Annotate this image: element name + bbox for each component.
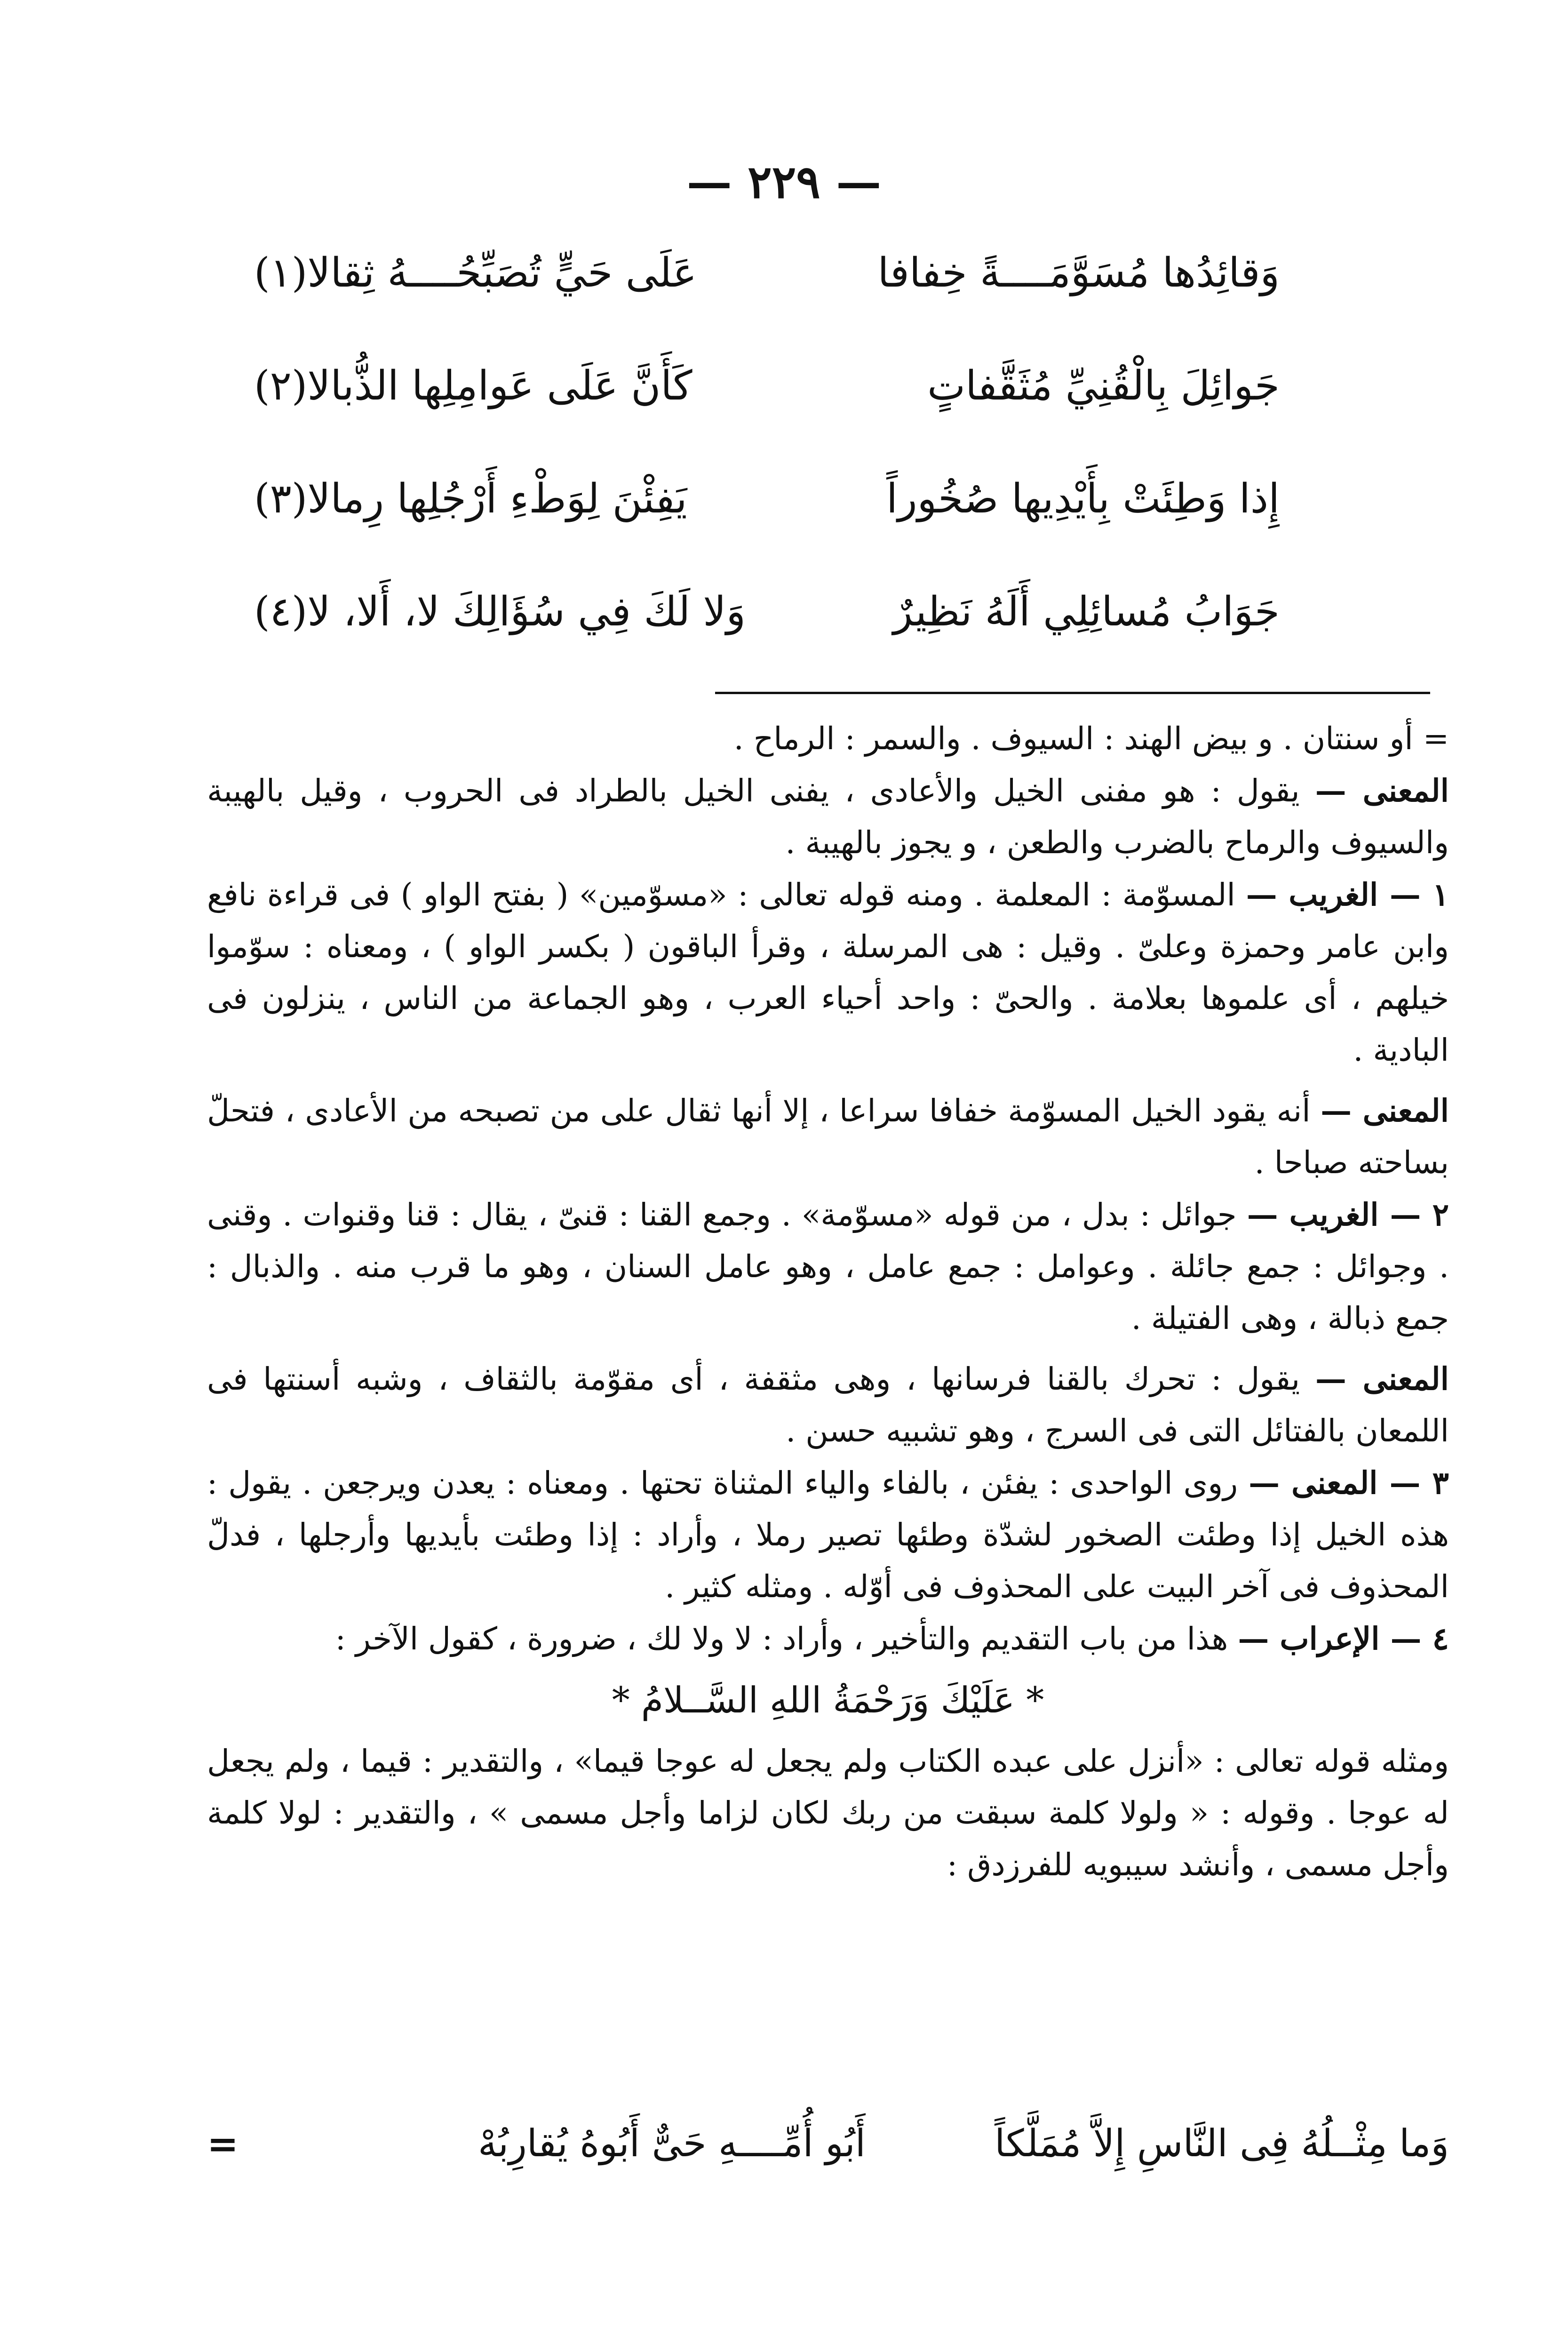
note-1-gharib bbox=[207, 869, 1449, 1076]
verse-2-second-text: كَأَنَّ عَلَى عَوامِلِها الذُّبالا(٢) bbox=[254, 362, 692, 409]
verse-1-first-hemistich: وَقائِدُها مُسَوَّمَــــةً خِفافا bbox=[877, 249, 1280, 296]
closing-verse-second-hemistich: أَبُو أُمِّــــهِ حَىٌّ أَبُوهُ يُقارِبُهْ bbox=[478, 2121, 866, 2165]
continuation-mark: = bbox=[207, 2121, 239, 2166]
footnote-divider bbox=[715, 692, 1430, 694]
verse-line-2 bbox=[254, 339, 1280, 433]
note-text: جوائل : بدل ، من قوله «مسوّمة» . وجمع القنا : قنىّ ، يقال : قنا وقنوات . وقنى . وجوائل : جمع جائلة . وعوامل : جمع عامل ، وهو عامل السنان ، وهو ما قرب منه . والذبال : جمع ذبالة ، وهى الفتيلة . bbox=[207, 1197, 1449, 1336]
note-final: ومثله قوله تعالى : «أنزل على عبده الكتاب ولم يجعل له عوجا قيما» ، والتقدير : قيما ، ولم يجعل له عوجا . وقوله : « ولولا كلمة سبقت من ربك لكان لزاما وأجل مسمى » ، والتقدير : لولا كلمة وأجل مسمى ، وأنشد سيبويه للفرزدق : bbox=[207, 1743, 1449, 1883]
note-label: المعنى — bbox=[1315, 1360, 1449, 1397]
note-2-gharib bbox=[207, 1189, 1449, 1344]
verse-line-4 bbox=[254, 565, 1280, 659]
page-number: — ٢٢٩ — bbox=[686, 155, 882, 208]
note-meaning-general bbox=[207, 765, 1449, 869]
verse-4-second-text: وَلا لَكَ فِي سُؤَالِكَ لا، أَلا، لا(٤) bbox=[254, 588, 746, 635]
note-label: المعنى — bbox=[1321, 1092, 1449, 1129]
verse-3-first-hemistich: إِذا وَطِئَتْ بِأَيْدِيها صُخُوراً bbox=[886, 475, 1280, 522]
verse-1-second-text: عَلَى حَيٍّ تُصَبِّحُــــهُ ثِقالا(١) bbox=[254, 249, 697, 296]
verse-1-second-hemistich bbox=[254, 226, 772, 320]
verse-line-1 bbox=[254, 226, 1280, 320]
verse-2-second-hemistich bbox=[254, 339, 772, 433]
note-text: المسوّمة : المعلمة . ومنه قوله تعالى : «مسوّمين» ( بفتح الواو ) فى قراءة نافع وابن عامر وحمزة وعلىّ . وقيل : هى المرسلة ، وقرأ الباقون ( بكسر الواو ) ، ومعناه : سوّموا خيلهم ، أى علموها بعلامة . والحىّ : واحد أحياء العرب ، وهو الجماعة من الناس ، ينزلون فى البادية . bbox=[207, 877, 1449, 1068]
note-label: ٢ — الغريب — bbox=[1247, 1196, 1449, 1233]
note-label: المعنى — bbox=[1315, 772, 1449, 809]
note-label: ٣ — المعنى — bbox=[1249, 1464, 1449, 1501]
note-label: ٤ — الإعراب — bbox=[1238, 1620, 1449, 1657]
closing-verse bbox=[207, 2104, 1449, 2184]
note-3-meaning bbox=[207, 1457, 1449, 1613]
note-2-meaning bbox=[207, 1353, 1449, 1457]
closing-verse-first-hemistich: وَما مِثْــلُهُ فِى النَّاسِ إِلاَّ مُمَلَّكاً bbox=[995, 2121, 1449, 2165]
commentary bbox=[207, 713, 1449, 1891]
note-continuation: = أو سنتان . و بيض الهند : السيوف . والسمر : الرماح . bbox=[733, 720, 1449, 757]
note-text: روى الواحدى : يفئن ، بالفاء والياء المثناة تحتها . ومعناه : يعدن ويرجعن . يقول : هذه الخيل إذا وطئت الصخور لشدّة وطئها تصير رملا ، وأراد : إذا وطئت بأيديها وأرجلها ، فدلّ المحذوف فى آخر البيت على المحذوف فى أوّله . ومثله كثير . bbox=[207, 1465, 1449, 1605]
verse-3-second-text: يَفِئْنَ لِوَطْءِ أَرْجُلِها رِمالا(٣) bbox=[254, 475, 687, 522]
note-text: أنه يقود الخيل المسوّمة خفافا سراعا ، إلا أنها ثقال على من تصبحه من الأعادى ، فتحلّ بساحته صباحا . bbox=[207, 1093, 1449, 1181]
note-text: يقول : تحرك بالقنا فرسانها ، وهى مثقفة ، أى مقوّمة بالثقاف ، وشبه أسنتها فى اللمعان بالفتائل التى فى السرج ، وهو تشبيه حسن . bbox=[207, 1361, 1449, 1449]
note-4-irab bbox=[207, 1613, 1449, 1665]
note-text: يقول : هو مفنى الخيل والأعادى ، يفنى الخيل بالطراد فى الحروب ، وقيل بالهيبة والسيوف والرماح بالضرب والطعن ، و يجوز بالهيبة . bbox=[207, 773, 1449, 861]
note-text: هذا من باب التقديم والتأخير ، وأراد : لا ولا لك ، ضرورة ، كقول الآخر : bbox=[335, 1621, 1228, 1657]
verse-4-first-hemistich: جَوَابُ مُسائِلِي أَلَهُ نَظِيرٌ bbox=[893, 588, 1280, 635]
note-label: ١ — الغريب — bbox=[1246, 876, 1449, 913]
verse-line-3 bbox=[254, 452, 1280, 546]
verse-2-first-hemistich: جَوائِلَ بِالْقُنِيِّ مُثَقَّفاتٍ bbox=[927, 362, 1280, 409]
verse-3-second-hemistich bbox=[254, 452, 772, 546]
verse-4-second-hemistich bbox=[254, 565, 772, 659]
note-1-meaning bbox=[207, 1085, 1449, 1189]
quoted-hemistich: * عَلَيْكَ وَرَحْمَةُ اللهِ السَّــلامُ * bbox=[612, 1679, 1044, 1721]
